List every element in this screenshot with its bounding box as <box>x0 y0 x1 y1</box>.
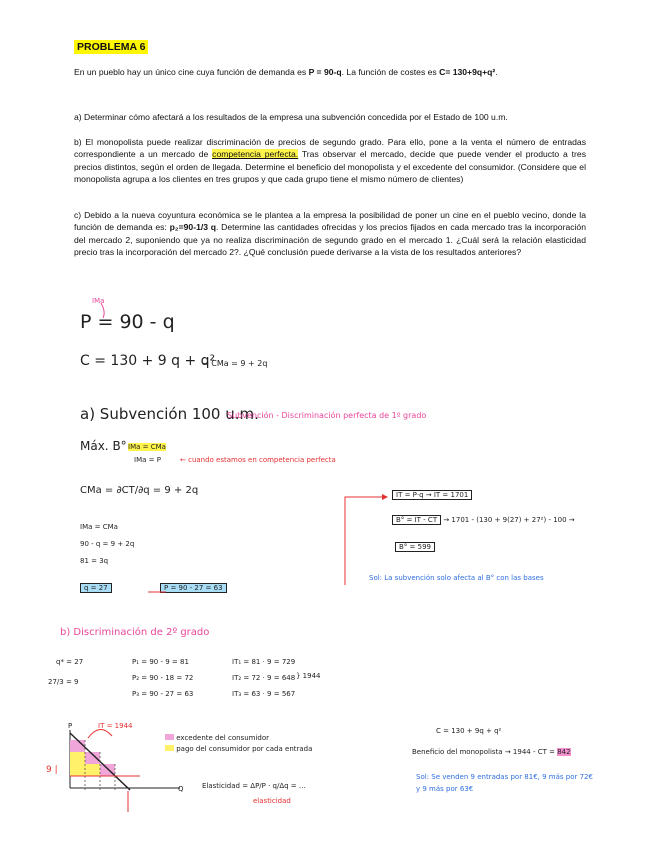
note-red-comp: ← cuando estamos en competencia perfecta <box>180 456 336 464</box>
note-max-b: Máx. B° <box>80 439 127 453</box>
graph-label-top: IT = 1944 <box>98 722 133 730</box>
question-b-text-1: b) El monopolista puede realizar discriminación de precios de segundo grado. Para ello, pone a la venta el número de entradas correspondiente a un mercado de <box>74 137 586 160</box>
note-q-box-text: q = 27 <box>80 583 112 593</box>
section-b-heading: b) Discriminación de 2º grado <box>60 627 210 638</box>
note-cmg: → CMa = 9 + 2q <box>202 359 268 368</box>
note-cost-right: C = 130 + 9q + q² <box>436 727 502 735</box>
graph-axis-p: P <box>68 722 73 730</box>
note-it2: IT₂ = 72 · 9 = 648 <box>232 674 296 682</box>
problem-title: PROBLEMA 6 <box>74 40 148 54</box>
section-a-pink-note: Subvención - Discriminación perfecta de 1º grado <box>227 411 427 420</box>
note-cost: C = 130 + 9 q + q² <box>80 353 216 369</box>
note-it3: IT₃ = 63 · 9 = 567 <box>232 690 296 698</box>
red-bracket-arrow <box>345 497 382 585</box>
area-yellow-2 <box>85 764 100 776</box>
graph-label-left: 9 | <box>46 765 58 775</box>
note-benefit-value: 842 <box>557 748 571 756</box>
legend-pink-text: excedente del consumidor <box>176 734 269 742</box>
cost-function: C= 130+9q+q² <box>439 67 496 77</box>
note-ima: IMa <box>92 297 105 305</box>
note-it-box-text: IT = P·q → IT = 1701 <box>392 490 472 500</box>
demand-function: P = 90-q <box>308 67 342 77</box>
graph-axis-q: Q <box>178 785 184 793</box>
question-b-highlight: competencia perfecta. <box>212 149 299 160</box>
note-elasticity-sub: elasticidad <box>253 797 291 805</box>
intro-text-c: . La función de costes es <box>341 67 440 77</box>
note-sol-b1: Sol: Se venden 9 entradas por 81€, 9 más por 72€ <box>416 773 593 781</box>
note-b-calc-tail: → 1701 - (130 + 9(27) + 27²) - 100 → <box>443 516 575 524</box>
note-cmg-deriv: CMa = ∂CT/∂q = 9 + 2q <box>80 485 199 496</box>
red-arrowhead <box>382 494 388 500</box>
note-p1: P₁ = 90 - 9 = 81 <box>132 658 189 666</box>
section-a-heading: a) Subvención 100 u.m. <box>80 405 259 423</box>
question-c-text-1: c) Debido a la nueva coyuntura económica se le plantea a la empresa la posibilidad de poner un cine en el pueblo vecino, donde la función de demanda es: <box>74 210 586 233</box>
note-it-sum: } 1944 <box>296 672 321 680</box>
note-demand: P = 90 - q <box>80 311 175 333</box>
ima-arrow <box>101 303 104 318</box>
note-sol-a: Sol: La subvención solo afecta al B° con las bases <box>369 574 544 582</box>
question-a: a) Determinar cómo afectará a los resultados de la empresa una subvención concedida por el Estado de 100 u.m. <box>74 112 508 122</box>
note-p2: P₂ = 90 - 18 = 72 <box>132 674 194 682</box>
note-it1: IT₁ = 81 · 9 = 729 <box>232 658 296 666</box>
note-elasticity: Elasticidad = ΔP/P · q/Δq = … <box>202 782 306 790</box>
note-sol-b2: y 9 más por 63€ <box>416 785 474 793</box>
note-eq2: 81 = 3q <box>80 557 109 565</box>
note-b-left-2: 27/3 = 9 <box>48 678 79 686</box>
graph-brace <box>88 729 112 738</box>
note-b-box-text: P = 90 - 27 = 63 <box>160 583 227 593</box>
legend-yellow-text: pago del consumidor por cada entrada <box>176 745 313 753</box>
note-img-cmg-text: IMa = CMa <box>128 443 166 451</box>
intro-text-a: En un pueblo hay un único cine cuya función de demanda es <box>74 67 309 77</box>
intro-text-e: . <box>495 67 498 77</box>
question-c-text-3: . Determine las cantidades ofrecidas y los precios fijados en cada mercado tras la incorporación del mercado 2, suponiendo que ya no realiza discriminación de segundo grado en el mercado 1. ¿Cuál será la relación elasticidad precio tras la incorporación del mercado 2?. ¿Qué conclusión puede derivarse a la vista de los resultados anteriores? <box>74 222 586 257</box>
area-yellow-1 <box>70 752 85 776</box>
note-benefit-text: Beneficio del monopolista → 1944 - CT = <box>412 748 558 756</box>
note-b-left-1: q* = 27 <box>56 658 84 666</box>
note-eq1: 90 - q = 9 + 2q <box>80 540 135 548</box>
note-p3: P₃ = 90 - 27 = 63 <box>132 690 194 698</box>
note-b-result-text: B° = 599 <box>395 542 435 552</box>
question-c-demand: p₂=90-1/3 q <box>169 222 217 233</box>
note-b-calc-text: B° = IT - CT <box>392 515 441 525</box>
note-img-eq: IMa = CMa <box>80 523 118 531</box>
note-img-p: IMa = P <box>134 456 161 464</box>
question-b-text-3: Tras observar el mercado, decide que puede vender el producto a tres precios distintos, según el orden de llegada. Determine el beneficio del monopolista y el excedente del consumidor. (Considere que el monopolista agrupa a los clientes en tres grupos y que cada grupo tiene el mismo número de clientes) <box>74 149 586 184</box>
